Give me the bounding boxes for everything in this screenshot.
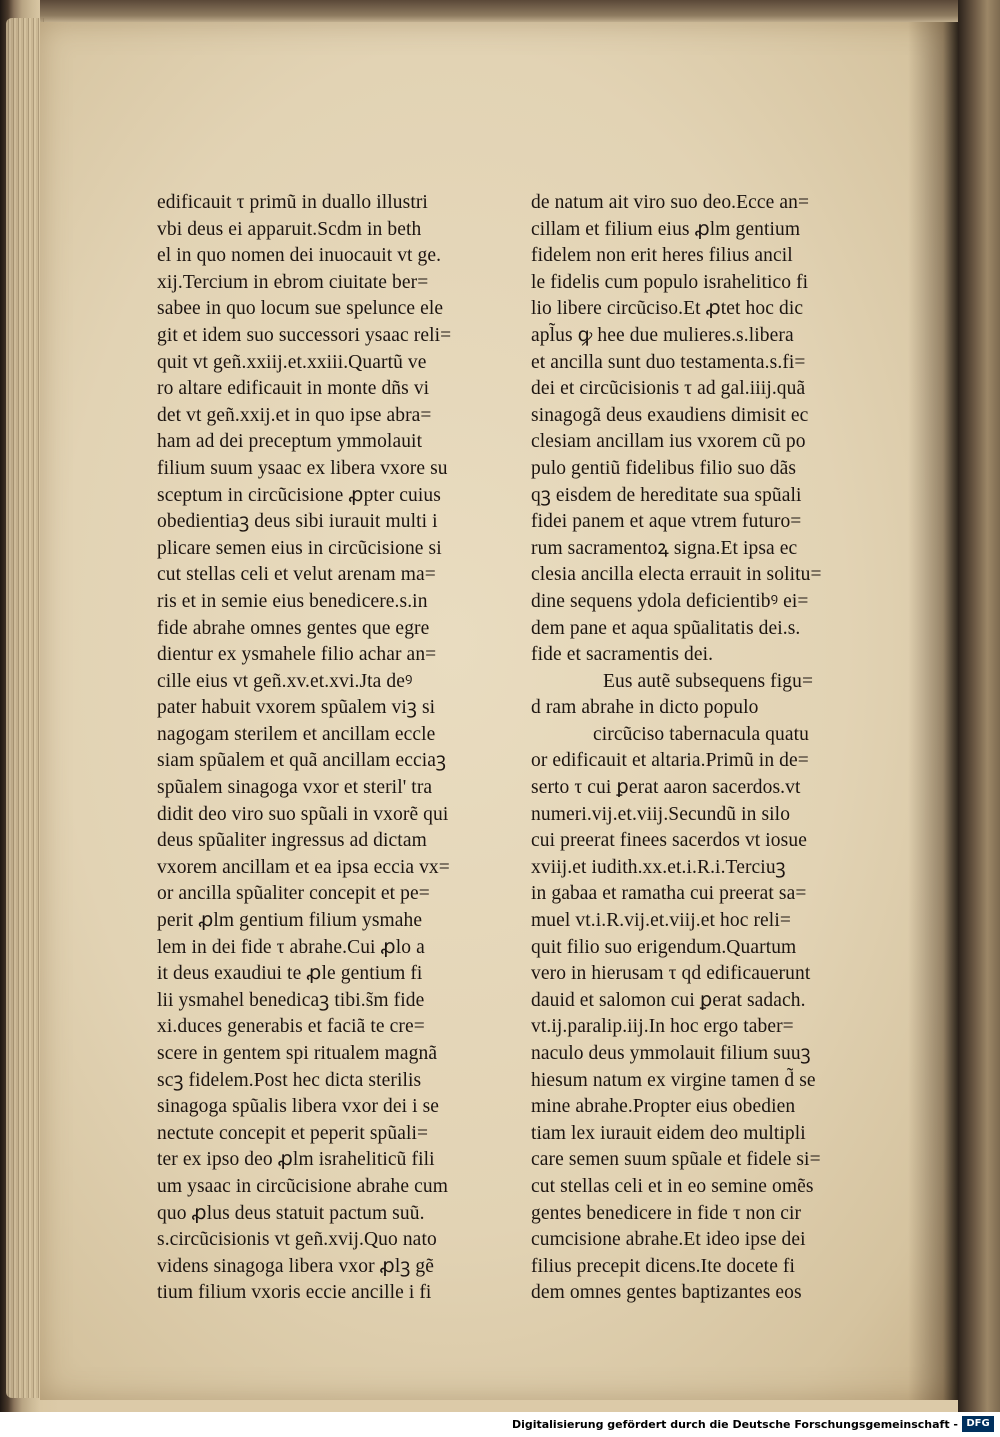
text-line: obedientiaꝫ deus sibi iurauit multi i bbox=[157, 511, 438, 533]
text-line: mine abrahe.Propter eius obedien bbox=[531, 1096, 796, 1118]
text-line: ro altare edificauit in monte dñs vi bbox=[157, 378, 430, 400]
text-line: gentes benedicere in fide τ non cir bbox=[531, 1202, 802, 1224]
text-line: lem in dei fide τ abrahe.Cui ꝓlo a bbox=[157, 936, 425, 958]
text-line: filius precepit dicens.Ite docete fi bbox=[531, 1255, 796, 1277]
text-line: dine sequens ydola deficientibꝰ ei= bbox=[531, 590, 809, 612]
text-line: el in quo nomen dei inuocauit vt ge. bbox=[157, 245, 442, 267]
funding-credit: Digitalisierung gefördert durch die Deutsche Forschungsgemeinschaft - bbox=[511, 1418, 958, 1431]
text-line: or edificauit et altaria.Primũ in de= bbox=[531, 750, 809, 772]
text-line: muel vt.i.R.vij.et.viij.et hoc reli= bbox=[531, 910, 791, 932]
text-line: hiesum natum ex virgine tamen d̃ se bbox=[531, 1069, 816, 1091]
text-line: s.circũcisionis vt geñ.xvij.Quo nato bbox=[157, 1229, 437, 1251]
text-line: circũciso tabernacula quatu bbox=[593, 723, 810, 745]
text-line: apl̃us ꝙ hee due mulieres.s.libera bbox=[531, 324, 794, 346]
text-line: cut stellas celi et velut arenam ma= bbox=[157, 564, 436, 586]
text-line: cut stellas celi et in eo semine omẽs bbox=[531, 1175, 814, 1197]
text-line: dientur ex ysmahele filio achar an= bbox=[157, 644, 437, 666]
text-line: scere in gentem spi ritualem magnã bbox=[157, 1043, 438, 1064]
text-line: vbi deus ei apparuit.Scdm in beth bbox=[157, 218, 422, 240]
text-line: et ancilla sunt duo testamenta.s.fi= bbox=[531, 351, 806, 373]
text-line: de natum ait viro suo deo.Ecce an= bbox=[531, 192, 810, 213]
text-line: Eus autẽ subsequens figu= bbox=[603, 670, 814, 692]
text-line: vxorem ancillam et ea ipsa eccia vx= bbox=[157, 856, 450, 878]
text-line: lii ysmahel benedicaꝫ tibi.s̃m fide bbox=[157, 989, 425, 1011]
text-line: didit deo viro suo spũali in vxorẽ qui bbox=[157, 803, 449, 825]
text-line: quit vt geñ.xxiij.et.xxiii.Quartũ ve bbox=[157, 351, 427, 373]
text-line: numeri.vij.et.viij.Secundũ in silo bbox=[531, 803, 791, 825]
text-line: scꝫ fidelem.Post hec dicta sterilis bbox=[157, 1069, 422, 1091]
text-line: lio libere circũciso.Et ꝓtet hoc dic bbox=[531, 298, 804, 320]
text-line: fide et sacramentis dei. bbox=[531, 644, 714, 666]
text-line: xi.duces generabis et faciã te cre= bbox=[157, 1016, 425, 1038]
text-line: qꝫ eisdem de hereditate sua spũali bbox=[531, 484, 802, 506]
text-column-right bbox=[531, 190, 861, 1307]
text-line: dauid et salomon cui ꝑerat sadach. bbox=[531, 989, 806, 1011]
text-line: cillam et filium eius ꝓlm gentium bbox=[531, 218, 801, 240]
text-line: sabee in quo locum sue spelunce ele bbox=[157, 298, 444, 320]
text-line: plicare semen eius in circũcisione si bbox=[157, 537, 442, 559]
text-line: filium suum ysaac ex libera vxore su bbox=[157, 457, 448, 479]
text-line: nectute concepit et peperit spũali= bbox=[157, 1122, 429, 1144]
text-line: videns sinagoga libera vxor ꝓlꝫ gẽ bbox=[157, 1255, 435, 1277]
text-line: vt.ij.paralip.iij.In hoc ergo taber= bbox=[531, 1016, 794, 1038]
text-line: dem omnes gentes baptizantes eos bbox=[531, 1282, 802, 1304]
text-line: spũalem sinagoga vxor et steril' tra bbox=[157, 777, 433, 799]
text-line: clesiam ancillam ius vxorem cũ po bbox=[531, 431, 806, 453]
text-line: xij.Tercium in ebrom ciuitate ber= bbox=[157, 271, 429, 293]
text-line: clesia ancilla electa errauit in solitu= bbox=[531, 564, 822, 586]
text-line: git et idem suo successori ysaac reli= bbox=[157, 324, 452, 346]
text-line: d ram abrahe in dicto populo bbox=[531, 697, 759, 719]
text-line: um ysaac in circũcisione abrahe cum bbox=[157, 1175, 449, 1197]
text-line: le fidelis cum populo israhelitico fi bbox=[531, 271, 809, 293]
text-line: fidelem non erit heres filius ancil bbox=[531, 245, 793, 267]
text-line: ris et in semie eius benedicere.s.in bbox=[157, 590, 428, 612]
text-line: or ancilla spũaliter concepit et pe= bbox=[157, 883, 430, 905]
text-line: care semen suum spũale et fidele si= bbox=[531, 1149, 821, 1171]
text-line: it deus exaudiui te ꝓle gentium fi bbox=[157, 963, 423, 985]
text-line: pulo gentiũ fidelibus filio suo dãs bbox=[531, 457, 797, 479]
text-line: det vt geñ.xxij.et in quo ipse abra= bbox=[157, 404, 432, 426]
text-line: dei et circũcisionis τ ad gal.iiij.quã bbox=[531, 378, 806, 400]
text-line: perit ꝓlm gentium filium ysmahe bbox=[157, 910, 423, 932]
page-gutter bbox=[908, 22, 958, 1400]
text-line: edificauit τ primũ in duallo illustri bbox=[157, 192, 428, 213]
text-line: sinagogã deus exaudiens dimisit ec bbox=[531, 404, 809, 426]
text-line: fidei panem et aque vtrem futuro= bbox=[531, 511, 802, 533]
text-line: dem pane et aqua spũalitatis dei.s. bbox=[531, 617, 801, 639]
text-line: vero in hierusam τ qd edificauerunt bbox=[531, 963, 811, 985]
text-line: siam spũalem et quã ancillam ecciaꝫ bbox=[157, 750, 447, 772]
text-column-left bbox=[157, 190, 487, 1307]
facing-page-edge bbox=[958, 0, 1000, 1412]
text-line: rum sacramentoꝝ signa.Et ipsa ec bbox=[531, 537, 798, 559]
dfg-logo: DFG bbox=[962, 1416, 994, 1432]
text-line: deus spũaliter ingressus ad dictam bbox=[157, 830, 427, 852]
text-line: nagogam sterilem et ancillam eccle bbox=[157, 723, 436, 745]
text-line: tiam lex iurauit eidem deo multipli bbox=[531, 1122, 806, 1144]
text-line: cille eius vt geñ.xv.et.xvi.Jta deꝰ bbox=[157, 670, 413, 692]
text-line: quo ꝓlus deus statuit pactum suũ. bbox=[157, 1202, 425, 1224]
text-line: xviij.et iudith.xx.et.i.R.i.Terciuꝫ bbox=[531, 856, 786, 878]
text-line: quit filio suo erigendum.Quartum bbox=[531, 936, 797, 958]
text-line: cui preerat finees sacerdos vt iosue bbox=[531, 830, 807, 852]
text-line: ham ad dei preceptum ymmolauit bbox=[157, 431, 423, 453]
text-line: ter ex ipso deo ꝓlm israheliticũ fili bbox=[157, 1149, 435, 1171]
text-line: in gabaa et ramatha cui preerat sa= bbox=[531, 883, 807, 905]
text-line: cumcisione abrahe.Et ideo ipse dei bbox=[531, 1229, 806, 1251]
text-line: tium filium vxoris eccie ancille i fi bbox=[157, 1282, 432, 1304]
text-line: serto τ cui ꝑerat aaron sacerdos.vt bbox=[531, 777, 801, 799]
text-line: pater habuit vxorem spũalem viꝫ si bbox=[157, 697, 436, 719]
text-line: fide abrahe omnes gentes que egre bbox=[157, 617, 430, 639]
text-line: naculo deus ymmolauit filium suuꝫ bbox=[531, 1043, 811, 1064]
text-line: sceptum in circũcisione ꝓpter cuius bbox=[157, 484, 441, 506]
footer-bar bbox=[0, 1412, 1000, 1437]
text-line: sinagoga spũalis libera vxor dei i se bbox=[157, 1096, 440, 1118]
